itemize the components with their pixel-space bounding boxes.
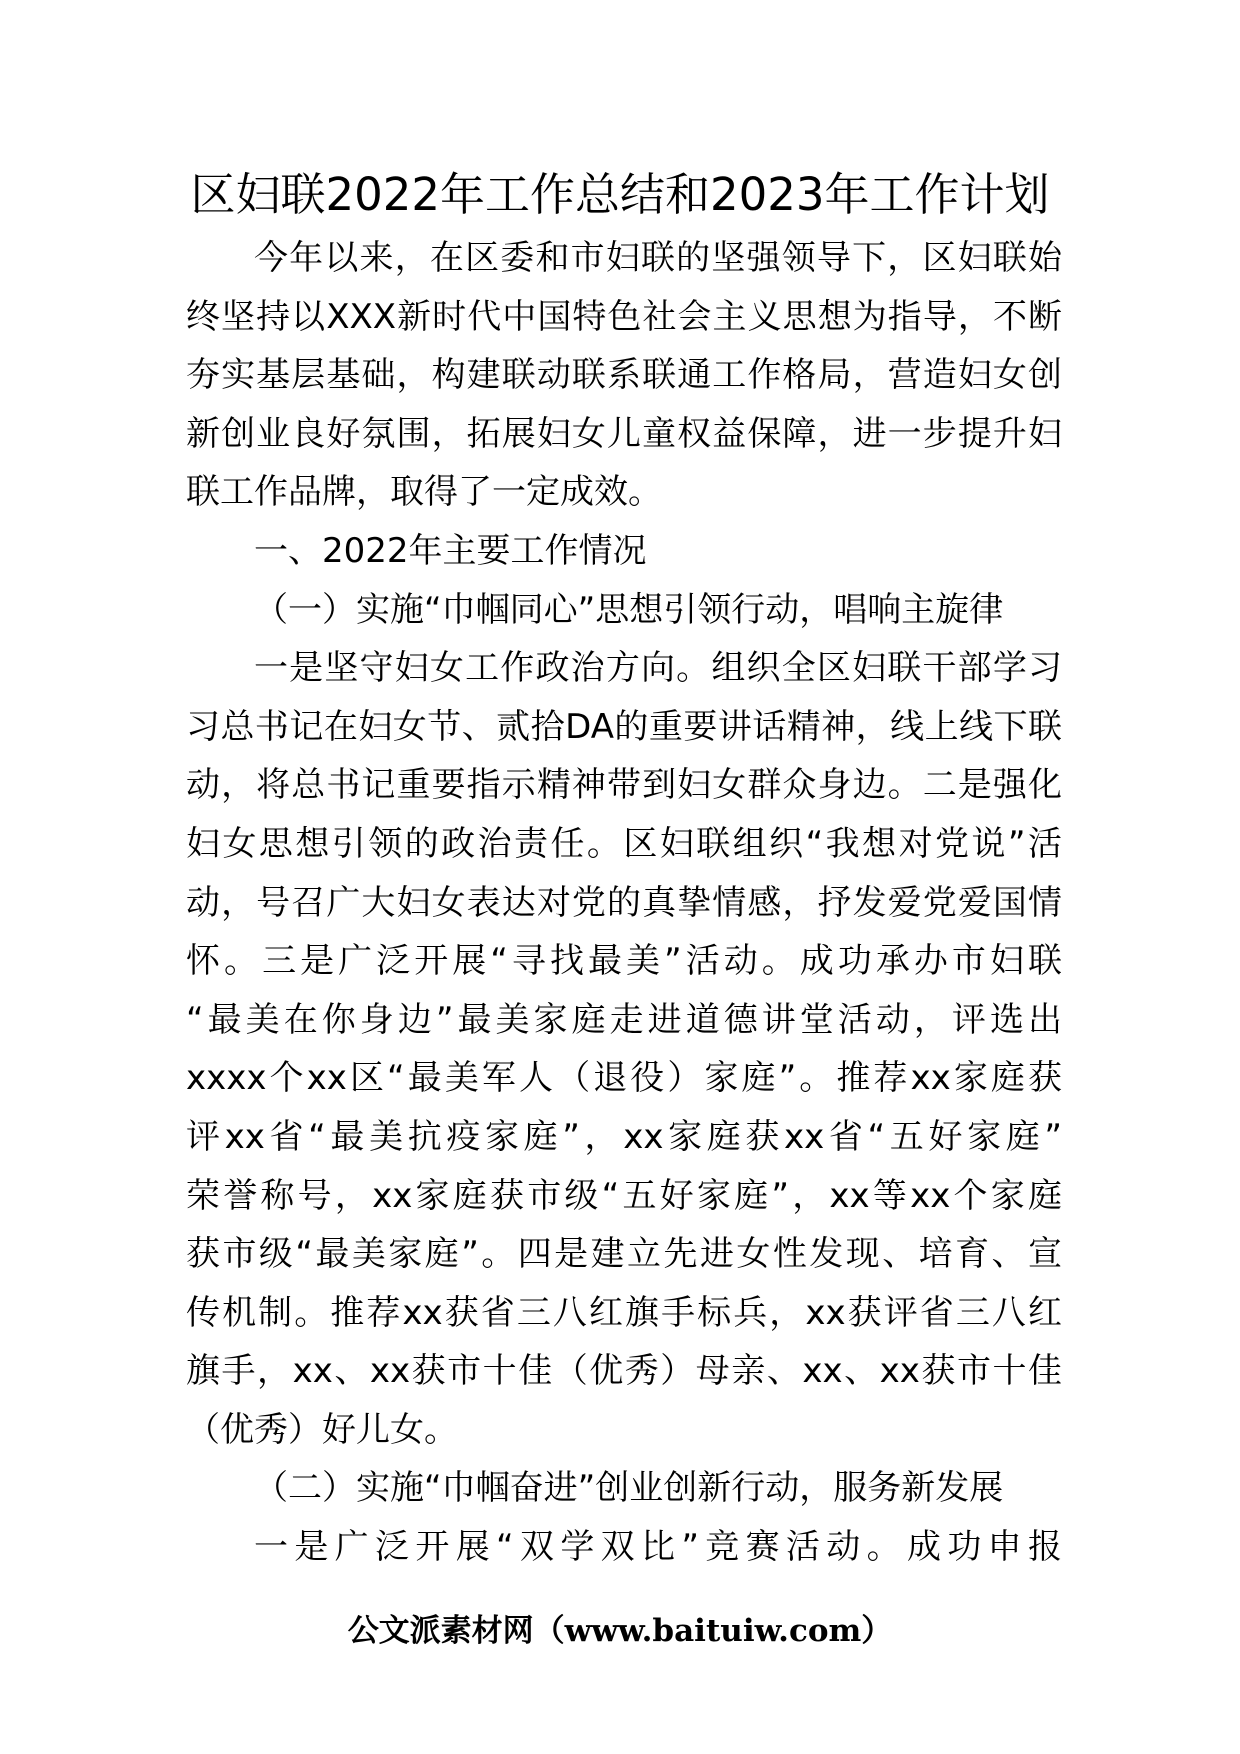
- paragraph-line: 旗手，xx、xx获市十佳（优秀）母亲、xx、xx获市十佳: [186, 1351, 1062, 1392]
- paragraph-line: 传机制。推荐xx获省三八红旗手标兵，xx获评省三八红: [186, 1292, 1062, 1333]
- paragraph-line: 联工作品牌，取得了一定成效。: [186, 472, 662, 513]
- paragraph-line: 习总书记在妇女节、贰拾DA的重要讲话精神，线上线下联: [186, 706, 1062, 747]
- paragraph-line: 动，号召广大妇女表达对党的真挚情感，抒发爱党爱国情: [186, 882, 1062, 923]
- document-body: [186, 229, 1062, 1577]
- paragraph-line: 怀。三是广泛开展“寻找最美”活动。成功承办市妇联: [186, 941, 1062, 982]
- paragraph-line: 终坚持以XXX新时代中国特色社会主义思想为指导，不断: [186, 296, 1062, 337]
- document-title: 区妇联2022年工作总结和2023年工作计划: [190, 168, 1050, 221]
- paragraph-line: 一是坚守妇女工作政治方向。组织全区妇联干部学习: [254, 648, 1062, 689]
- footer-watermark: 公文派素材网（www.baituiw.com）: [347, 1613, 893, 1649]
- paragraph-line: 评xx省“最美抗疫家庭”，xx家庭获xx省“五好家庭”: [186, 1116, 1062, 1157]
- subsection-heading: （二）实施“巾帼奋进”创业创新行动，服务新发展: [254, 1468, 1004, 1509]
- paragraph-line: 一是广泛开展“双学双比”竞赛活动。成功申报: [254, 1527, 1062, 1568]
- paragraph-line: 夯实基层基础，构建联动联系联通工作格局，营造妇女创: [186, 355, 1062, 396]
- paragraph-line: 妇女思想引领的政治责任。区妇联组织“我想对党说”活: [186, 823, 1062, 864]
- paragraph-line: （优秀）好儿女。: [186, 1409, 458, 1450]
- paragraph-line: 动，将总书记重要指示精神带到妇女群众身边。二是强化: [186, 765, 1062, 806]
- paragraph-line: “最美在你身边”最美家庭走进道德讲堂活动，评选出: [186, 999, 1062, 1040]
- paragraph-line: 新创业良好氛围，拓展妇女儿童权益保障，进一步提升妇: [186, 413, 1062, 454]
- paragraph-line: 获市级“最美家庭”。四是建立先进女性发现、培育、宣: [186, 1234, 1062, 1275]
- subsection-heading: （一）实施“巾帼同心”思想引领行动，唱响主旋律: [254, 589, 1004, 630]
- paragraph-line: 今年以来，在区委和市妇联的坚强领导下，区妇联始: [254, 238, 1062, 278]
- section-heading: 一、2022年主要工作情况: [254, 530, 647, 571]
- paragraph-line: xxxx个xx区“最美军人（退役）家庭”。推荐xx家庭获: [186, 1058, 1062, 1099]
- paragraph-line: 荣誉称号，xx家庭获市级“五好家庭”，xx等xx个家庭: [186, 1175, 1062, 1216]
